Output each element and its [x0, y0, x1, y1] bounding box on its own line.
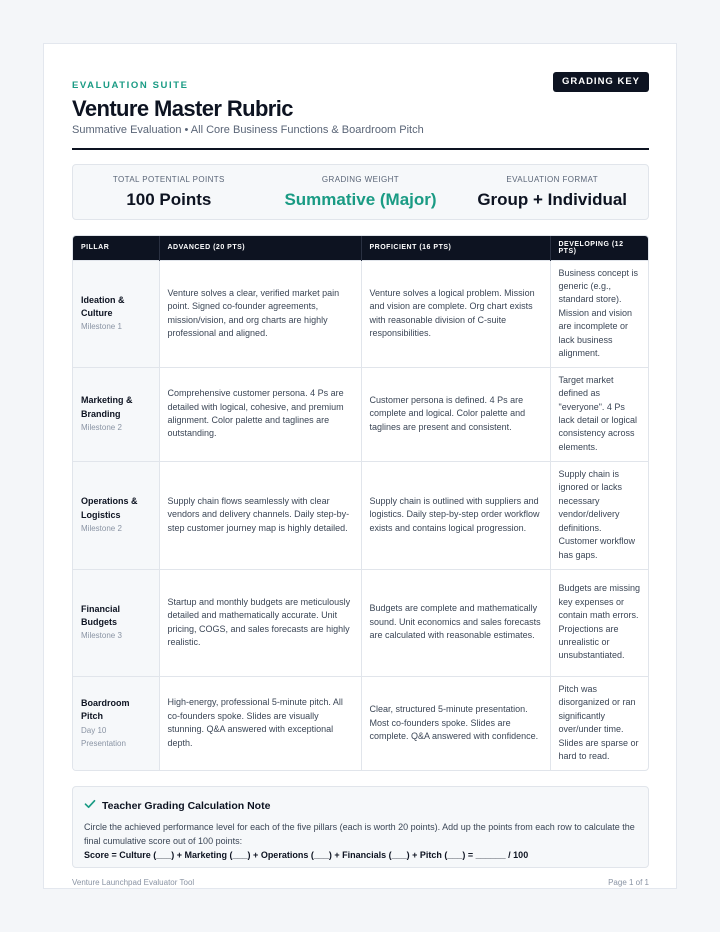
pillar-name: Financial Budgets	[81, 603, 121, 627]
stat-value: 100 Points	[126, 190, 212, 209]
table-row	[73, 260, 649, 367]
note-title: Teacher Grading Calculation Note	[102, 800, 271, 812]
stat-value: Summative (Major)	[284, 190, 437, 209]
column-header-pillar: PILLAR	[73, 236, 159, 260]
pillar-cell	[73, 569, 159, 676]
pillar-milestone: Milestone 2	[81, 422, 122, 432]
rubric-page	[43, 43, 677, 889]
table-row	[73, 461, 649, 569]
page-title: Venture Master Rubric	[72, 96, 293, 121]
pillar-cell	[73, 676, 159, 770]
pillar-cell	[73, 367, 159, 461]
table-row	[73, 676, 649, 770]
stat-evaluation-format	[456, 165, 648, 219]
stat-label: TOTAL POTENTIAL POINTS	[112, 175, 225, 184]
proficient-cell: Venture solves a logical problem. Mission and vision are complete. Org chart exists with reasonable division of C-suite responsibilities.	[361, 260, 550, 367]
advanced-cell: Comprehensive customer persona. 4 Ps are detailed with logical, cohesive, and premium alignment. Color palette and taglines are outstanding.	[159, 367, 361, 461]
table-row	[73, 367, 649, 461]
advanced-cell: Venture solves a clear, verified market pain point. Signed co-founder agreements, mission/vision, and org charts are highly professional and aligned.	[159, 260, 361, 367]
pillar-name: Boardroom Pitch	[81, 697, 130, 722]
developing-cell: Target market defined as "everyone". 4 Ps lack detail or logical consistency across elements.	[550, 367, 649, 461]
developing-cell: Budgets are missing key expenses or contain math errors. Projections are unrealistic or unsubstantiated.	[550, 569, 649, 676]
column-header-developing: DEVELOPING (12 PTS)	[550, 236, 649, 260]
stats-panel	[72, 164, 649, 220]
stat-value: Group + Individual	[477, 190, 628, 209]
advanced-cell: Startup and monthly budgets are meticulously detailed and mathematically accurate. Unit pricing, COGS, and sales forecasts are highly realistic.	[159, 569, 361, 676]
eyebrow-label: EVALUATION SUITE	[72, 80, 189, 91]
proficient-cell: Clear, structured 5-minute presentation. Most co-founders spoke. Slides are complete. Q&A answered with confidence.	[361, 676, 550, 770]
rubric-table	[73, 236, 649, 770]
footer-tool-name: Venture Launchpad Evaluator Tool	[72, 878, 195, 887]
grading-note	[72, 786, 649, 868]
rubric-table-wrapper	[72, 235, 649, 771]
column-header-advanced: ADVANCED (20 PTS)	[159, 236, 361, 260]
footer-page-number: Page 1 of 1	[608, 878, 649, 887]
pillar-name: Marketing & Branding	[81, 395, 133, 419]
pillar-cell	[73, 461, 159, 569]
pillar-milestone: Milestone 2	[81, 523, 122, 533]
note-header	[84, 797, 638, 815]
table-row	[73, 569, 649, 676]
pillar-name: Ideation & Culture	[81, 294, 125, 318]
developing-cell: Pitch was disorganized or ran significantly over/under time. Slides are sparse or hard to read.	[550, 676, 649, 770]
score-formula: Score = Culture (___) + Marketing (___) + Operations (___) + Financials (___) + Pitch (___) = ______ / 100	[84, 850, 529, 860]
stat-label: EVALUATION FORMAT	[506, 175, 599, 184]
grading-key-button[interactable]: GRADING KEY	[553, 72, 649, 92]
proficient-cell: Customer persona is defined. 4 Ps are complete and logical. Color palette and taglines are present and consistent.	[361, 367, 550, 461]
advanced-cell: High-energy, professional 5-minute pitch. All co-founders spoke. Slides are visually stunning. Q&A answered with exceptional depth.	[159, 676, 361, 770]
stat-total-points	[73, 165, 265, 219]
pillar-milestone: Milestone 3	[81, 631, 122, 641]
developing-cell: Business concept is generic (e.g., standard store). Mission and vision are incomplete or lack business alignment.	[550, 260, 649, 367]
pillar-milestone: Day 10 Presentation	[81, 725, 126, 748]
column-header-proficient: PROFICIENT (16 PTS)	[361, 236, 550, 260]
title-divider	[72, 148, 649, 150]
pillar-milestone: Milestone 1	[81, 322, 122, 332]
advanced-cell: Supply chain flows seamlessly with clear vendors and delivery channels. Daily step-by-step customer journey map is highly detailed.	[159, 461, 361, 569]
table-header-row	[73, 236, 649, 260]
page-subtitle: Summative Evaluation • All Core Business Functions & Boardroom Pitch	[72, 124, 424, 136]
pillar-name: Operations & Logistics	[81, 496, 138, 520]
checkmark-icon	[84, 797, 96, 815]
proficient-cell: Supply chain is outlined with suppliers and logistics. Daily step-by-step order workflow exists and contains logical progression.	[361, 461, 550, 569]
note-body: Circle the achieved performance level for each of the five pillars (each is worth 20 points). Add up the points from each row to calculate the final cumulative score out of 100 points:	[84, 822, 635, 846]
proficient-cell: Budgets are complete and mathematically sound. Unit economics and sales forecasts are calculated with reasonable estimates.	[361, 569, 550, 676]
pillar-cell	[73, 260, 159, 367]
stat-label: GRADING WEIGHT	[321, 175, 400, 184]
developing-cell: Supply chain is ignored or lacks necessary vendor/delivery definitions. Customer workflow has gaps.	[550, 461, 649, 569]
stat-grading-weight	[265, 165, 457, 219]
